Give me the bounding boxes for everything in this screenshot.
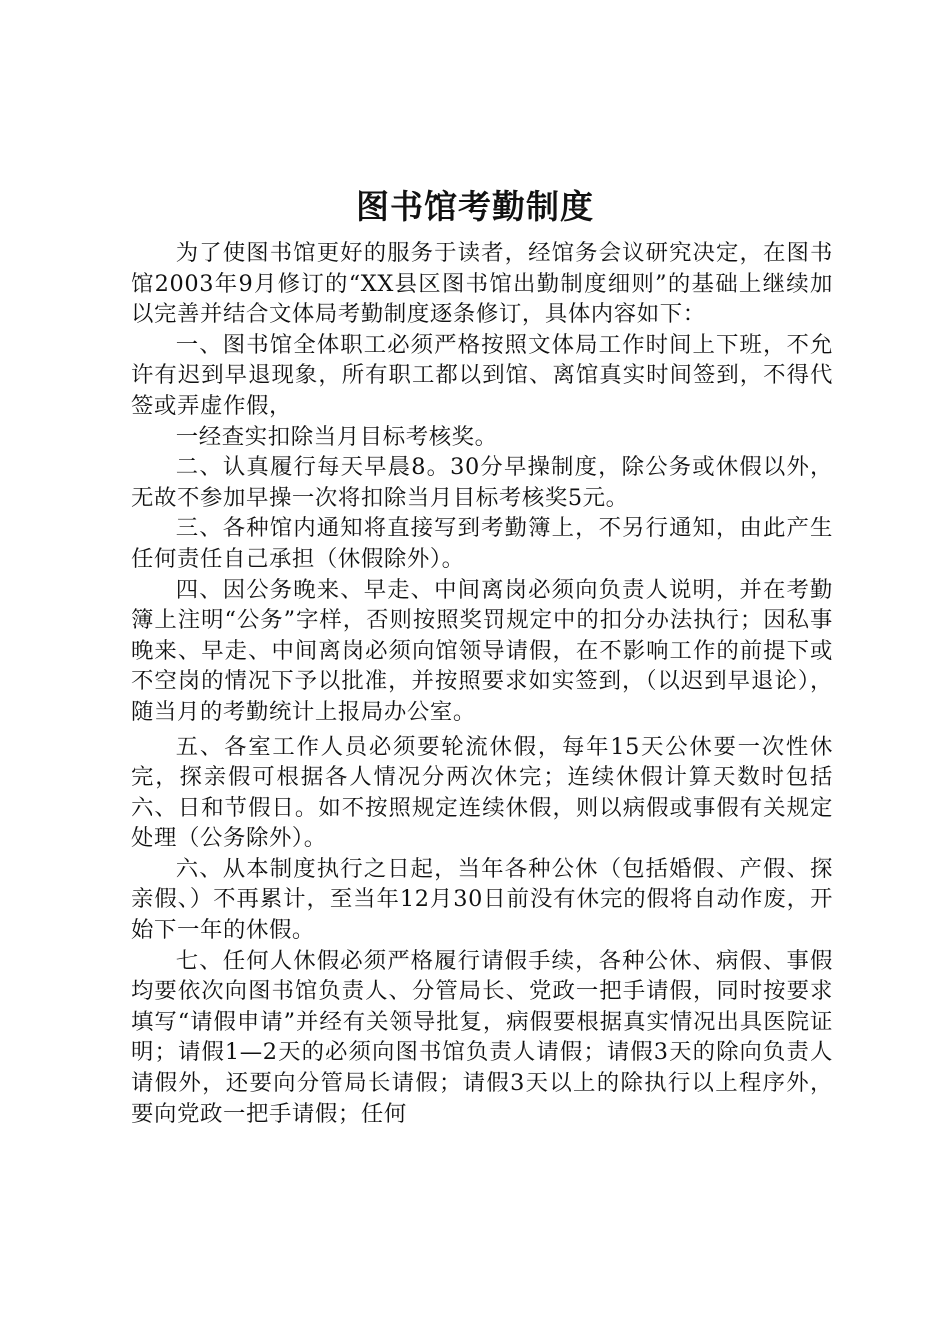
paragraph-rule-4: 四、因公务晚来、早走、中间离岗必须向负责人说明，并在考勤簿上注明“公务”字样，否则按照奖罚规定中的扣分办法执行；因私事晚来、早走、中间离岗必须向馆领导请假，在不影响工作的前提下或不空岗的情况下予以批准，并按照要求如实签到，（以迟到早退论），随当月的考勤统计上报局办公室。 [131, 576, 833, 725]
paragraph-rule-1: 一、图书馆全体职工必须严格按照文体局工作时间上下班，不允许有迟到早退现象，所有职工都以到馆、离馆真实时间签到，不得代签或弄虚作假， [131, 331, 833, 419]
paragraph-rule-6: 六、从本制度执行之日起，当年各种公休（包括婚假、产假、探亲假、）不再累计，至当年12月30日前没有休完的假将自动作废，开始下一年的休假。 [131, 855, 833, 944]
document-body [131, 238, 833, 1129]
paragraph-rule-5: 五、各室工作人员必须要轮流休假，每年15天公休要一次性休完，探亲假可根据各人情况分两次休完；连续休假计算天数时包括六、日和节假日。如不按照规定连续休假，则以病假或事假有关规定处理（公务除外）。 [131, 733, 833, 852]
paragraph-rule-7: 七、任何人休假必须严格履行请假手续，各种公休、病假、事假均要依次向图书馆负责人、分管局长、党政一把手请假，同时按要求填写“请假申请”并经有关领导批复，病假要根据真实情况出具医院证明；请假1—2天的必须向图书馆负责人请假；请假3天的除向负责人请假外，还要向分管局长请假；请假3天以上的除执行以上程序外，要向党政一把手请假；任何 [131, 947, 833, 1127]
paragraph-rule-3: 三、各种馆内通知将直接写到考勤簿上，不另行通知，由此产生任何责任自己承担（休假除外）。 [131, 515, 833, 572]
paragraph-rule-2: 二、认真履行每天早晨8。30分早操制度，除公务或休假以外，无故不参加早操一次将扣除当月目标考核奖5元。 [131, 454, 833, 511]
document-title: 图书馆考勤制度 [356, 187, 594, 226]
paragraph-intro: 为了使图书馆更好的服务于读者，经馆务会议研究决定，在图书馆2003年9月修订的“XX县区图书馆出勤制度细则”的基础上继续加以完善并结合文体局考勤制度逐条修订，具体内容如下： [131, 240, 833, 328]
paragraph-rule-1-continued: 一经查实扣除当月目标考核奖。 [175, 423, 498, 450]
